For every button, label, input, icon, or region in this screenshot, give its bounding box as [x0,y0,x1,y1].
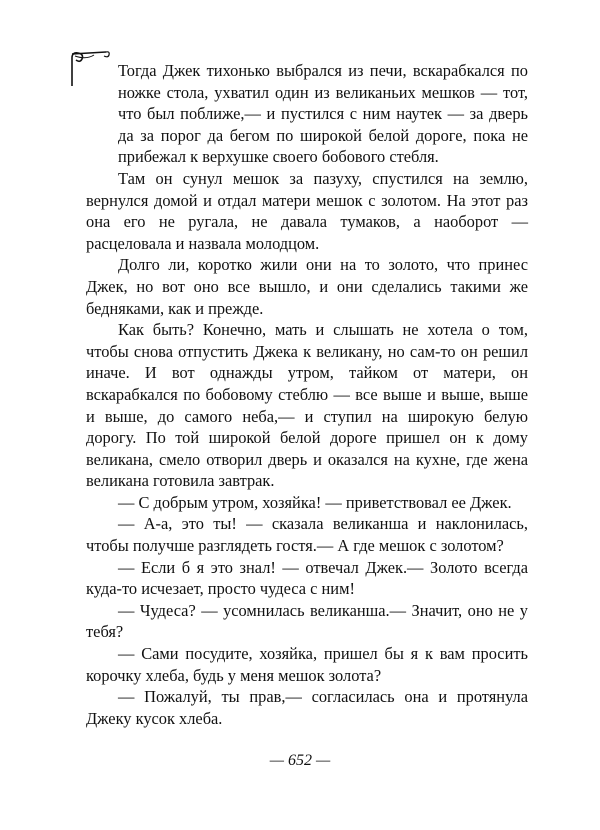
dialogue-line: — С добрым утром, хозяйка! — приветствовал ее Джек. [118,492,512,512]
paragraph: Долго ли, коротко жили они на то золото, что принес Джек, но вот оно все вышло, и они сделались такими же бедняками, как и прежде. [86,255,528,318]
dialogue-line: — Чудеса? — усомнилась великанша.— Значит, оно не у тебя? [86,600,528,642]
paragraph: Тогда Джек тихонько выбрался из печи, вскарабкался по ножке стола, ухватил один из великаньих мешков — тот, что был поближе,— и пустился с ним наутек — за дверь да за порог да бегом по широкой белой дороге, пока не прибежал к верхушке своего бобового стебля. [118,61,528,167]
page-number: — 652 — [269,752,331,769]
dialogue-line: — Если б я это знал! — отвечал Джек.— Золото всегда куда-то исчезает, просто чудеса с ним! [86,557,528,599]
paragraph: Как быть? Конечно, мать и слышать не хотела о том, чтобы снова отпустить Джека к великану, но сам-то он решил иначе. И вот однажды утром, тайком от матери, он вскарабкался по бобовому стеблю — все выше и выше, выше и выше, до самого неба,— и ступил на широкую белую дорогу. По той широкой белой дороге пришел он к дому великана, смело отворил дверь и оказался на кухне, где жена великана готовила завтрак. [86,320,528,491]
story-text [86,60,528,729]
dialogue-line: — Сами посудите, хозяйка, пришел бы я к вам просить корочку хлеба, будь у меня мешок золота? [86,644,528,685]
dialogue-line: — А-а, это ты! — сказала великанша и наклонилась, чтобы получше разглядеть гостя.— А где мешок с золотом? [86,514,528,556]
dialogue-line: — Пожалуй, ты прав,— согласилась она и протянула Джеку кусок хлеба. [86,687,528,728]
paragraph: Там он сунул мешок за пазуху, спустился на землю, вернулся домой и отдал матери мешок с золотом. На этот раз она его не ругала, не давала тумаков, а наоборот — расцеловала и назвала молодцом. [86,168,528,253]
